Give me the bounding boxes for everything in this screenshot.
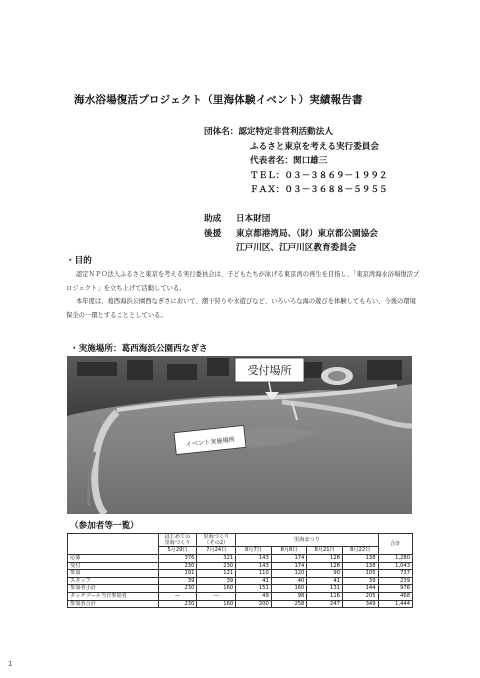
value-cell: 151	[236, 585, 272, 593]
date-cell: 5月29日	[158, 547, 197, 555]
value-cell: 40	[271, 577, 307, 585]
value-cell: 160	[197, 585, 236, 593]
value-cell: 205	[342, 592, 378, 600]
fax-line: ＦＡＸ：０３－３６８８－５９５５	[250, 185, 388, 196]
value-cell: 230	[158, 562, 197, 570]
event-area-label: イベント実施場所	[185, 436, 236, 449]
table-row	[68, 562, 413, 570]
page-number: 1	[8, 660, 13, 668]
table-row	[68, 555, 413, 563]
value-cell: 174	[271, 555, 307, 563]
support-line	[204, 227, 378, 242]
place-heading: ・実施場所：葛西海浜公園西なぎさ	[70, 344, 208, 354]
purpose-paragraph: 認定ＮＰＯ法人ふるさと東京を考える実行委員会は、子どもたちが泳げる東京湾の再生を目指し、「東京湾海水浴場復活プロジェクト」を立ち上げて活動している。	[66, 271, 420, 292]
value-cell: 737	[378, 570, 413, 578]
support-value: 東京都港湾局、（財）東京都公園協会	[236, 228, 378, 239]
organization-line: 団体名：認定特定非営利活動法人	[204, 127, 333, 137]
header-empty-cell	[68, 534, 159, 555]
value-cell: 160	[271, 585, 307, 593]
purpose-heading: ・目的	[66, 256, 92, 266]
value-cell: 39	[158, 577, 197, 585]
grant-line	[204, 212, 378, 227]
purpose-text	[66, 268, 422, 322]
row-label-cell: 受付	[68, 562, 159, 570]
value-cell: 138	[342, 562, 378, 570]
value-cell: 90	[307, 570, 343, 578]
support-label: 後援	[204, 228, 222, 239]
organization-block	[204, 125, 388, 198]
purpose-paragraph: 本年度は、葛西海浜公園西なぎさにおいて、潮干狩りや水遊びなど、いろいろな海の遊びを体験してもらい、今後の環境保全の一環とすることとしている。	[66, 298, 416, 319]
row-label-cell: 参加者合計	[68, 600, 159, 608]
aerial-photo-image	[67, 356, 412, 514]
header-total: 合計	[378, 534, 413, 555]
value-cell: 174	[271, 562, 307, 570]
table-row	[68, 577, 413, 585]
reception-label: 受付場所	[247, 364, 292, 377]
row-label-cell: 応募	[68, 555, 159, 563]
value-cell: 160	[197, 600, 236, 608]
header-cell: はじめての 里海づくり	[158, 534, 197, 547]
support-line-2: 江戸川区、江戸川区教育委員会	[236, 243, 357, 254]
value-cell: 131	[307, 585, 343, 593]
participants-table-wrap	[67, 533, 413, 608]
date-cell: 8月22日	[342, 547, 378, 555]
value-cell: 110	[236, 570, 272, 578]
value-cell: 230	[158, 600, 197, 608]
table-header-row	[68, 534, 413, 547]
aerial-photo	[67, 356, 412, 514]
organization-line: ふるさと東京を考える実行委員会	[250, 141, 379, 152]
value-cell: 258	[271, 600, 307, 608]
value-cell: ―	[197, 592, 236, 600]
tel-line: ＴＥＬ：０３－３８６９－１９９２	[250, 170, 388, 181]
value-cell: 128	[307, 555, 343, 563]
table-row	[68, 600, 413, 608]
value-cell: 144	[342, 585, 378, 593]
table-row	[68, 592, 413, 600]
header-festival: 里海まつり	[236, 534, 378, 547]
grant-value: 日本財団	[236, 214, 271, 224]
value-cell: 41	[236, 577, 272, 585]
value-cell: 1,444	[378, 600, 413, 608]
value-cell: 247	[307, 600, 343, 608]
value-cell: 191	[158, 570, 197, 578]
value-cell: 321	[197, 555, 236, 563]
date-cell: 8月8日	[271, 547, 307, 555]
value-cell: 138	[342, 555, 378, 563]
value-cell: 200	[236, 600, 272, 608]
row-label-cell: 参加	[68, 570, 159, 578]
value-cell: 39	[197, 577, 236, 585]
header-cell: 里海づくり （その2）	[197, 534, 236, 547]
participants-heading: （参加者等一覧）	[70, 521, 139, 531]
support-block	[204, 212, 378, 256]
table-row	[68, 570, 413, 578]
value-cell: 1,043	[378, 562, 413, 570]
value-cell: 105	[342, 570, 378, 578]
value-cell: 41	[307, 577, 343, 585]
value-cell: 376	[158, 555, 197, 563]
row-label-cell: スタッフ	[68, 577, 159, 585]
date-cell: 7月24日	[197, 547, 236, 555]
participants-table	[67, 533, 413, 608]
value-cell: 976	[378, 585, 413, 593]
value-cell: ―	[158, 592, 197, 600]
document-title: 海水浴場復活プロジェクト（里海体験イベント）実績報告書	[74, 94, 363, 106]
value-cell: 121	[197, 570, 236, 578]
value-cell: 230	[197, 562, 236, 570]
date-cell: 8月21日	[307, 547, 343, 555]
row-label-cell: タッチプール当日参加者	[68, 592, 159, 600]
date-cell: 8月7日	[236, 547, 272, 555]
value-cell: 120	[271, 570, 307, 578]
value-cell: 49	[236, 592, 272, 600]
value-cell: 1,280	[378, 555, 413, 563]
representative-line: 代表者名：関口雄三	[250, 156, 328, 167]
value-cell: 39	[342, 577, 378, 585]
value-cell: 98	[271, 592, 307, 600]
value-cell: 349	[342, 600, 378, 608]
value-cell: 143	[236, 562, 272, 570]
value-cell: 468	[378, 592, 413, 600]
value-cell: 239	[378, 577, 413, 585]
value-cell: 116	[307, 592, 343, 600]
value-cell: 230	[158, 585, 197, 593]
value-cell: 143	[236, 555, 272, 563]
row-label-cell: 参加者小計	[68, 585, 159, 593]
table-row	[68, 585, 413, 593]
value-cell: 128	[307, 562, 343, 570]
grant-label: 助成	[204, 214, 222, 224]
